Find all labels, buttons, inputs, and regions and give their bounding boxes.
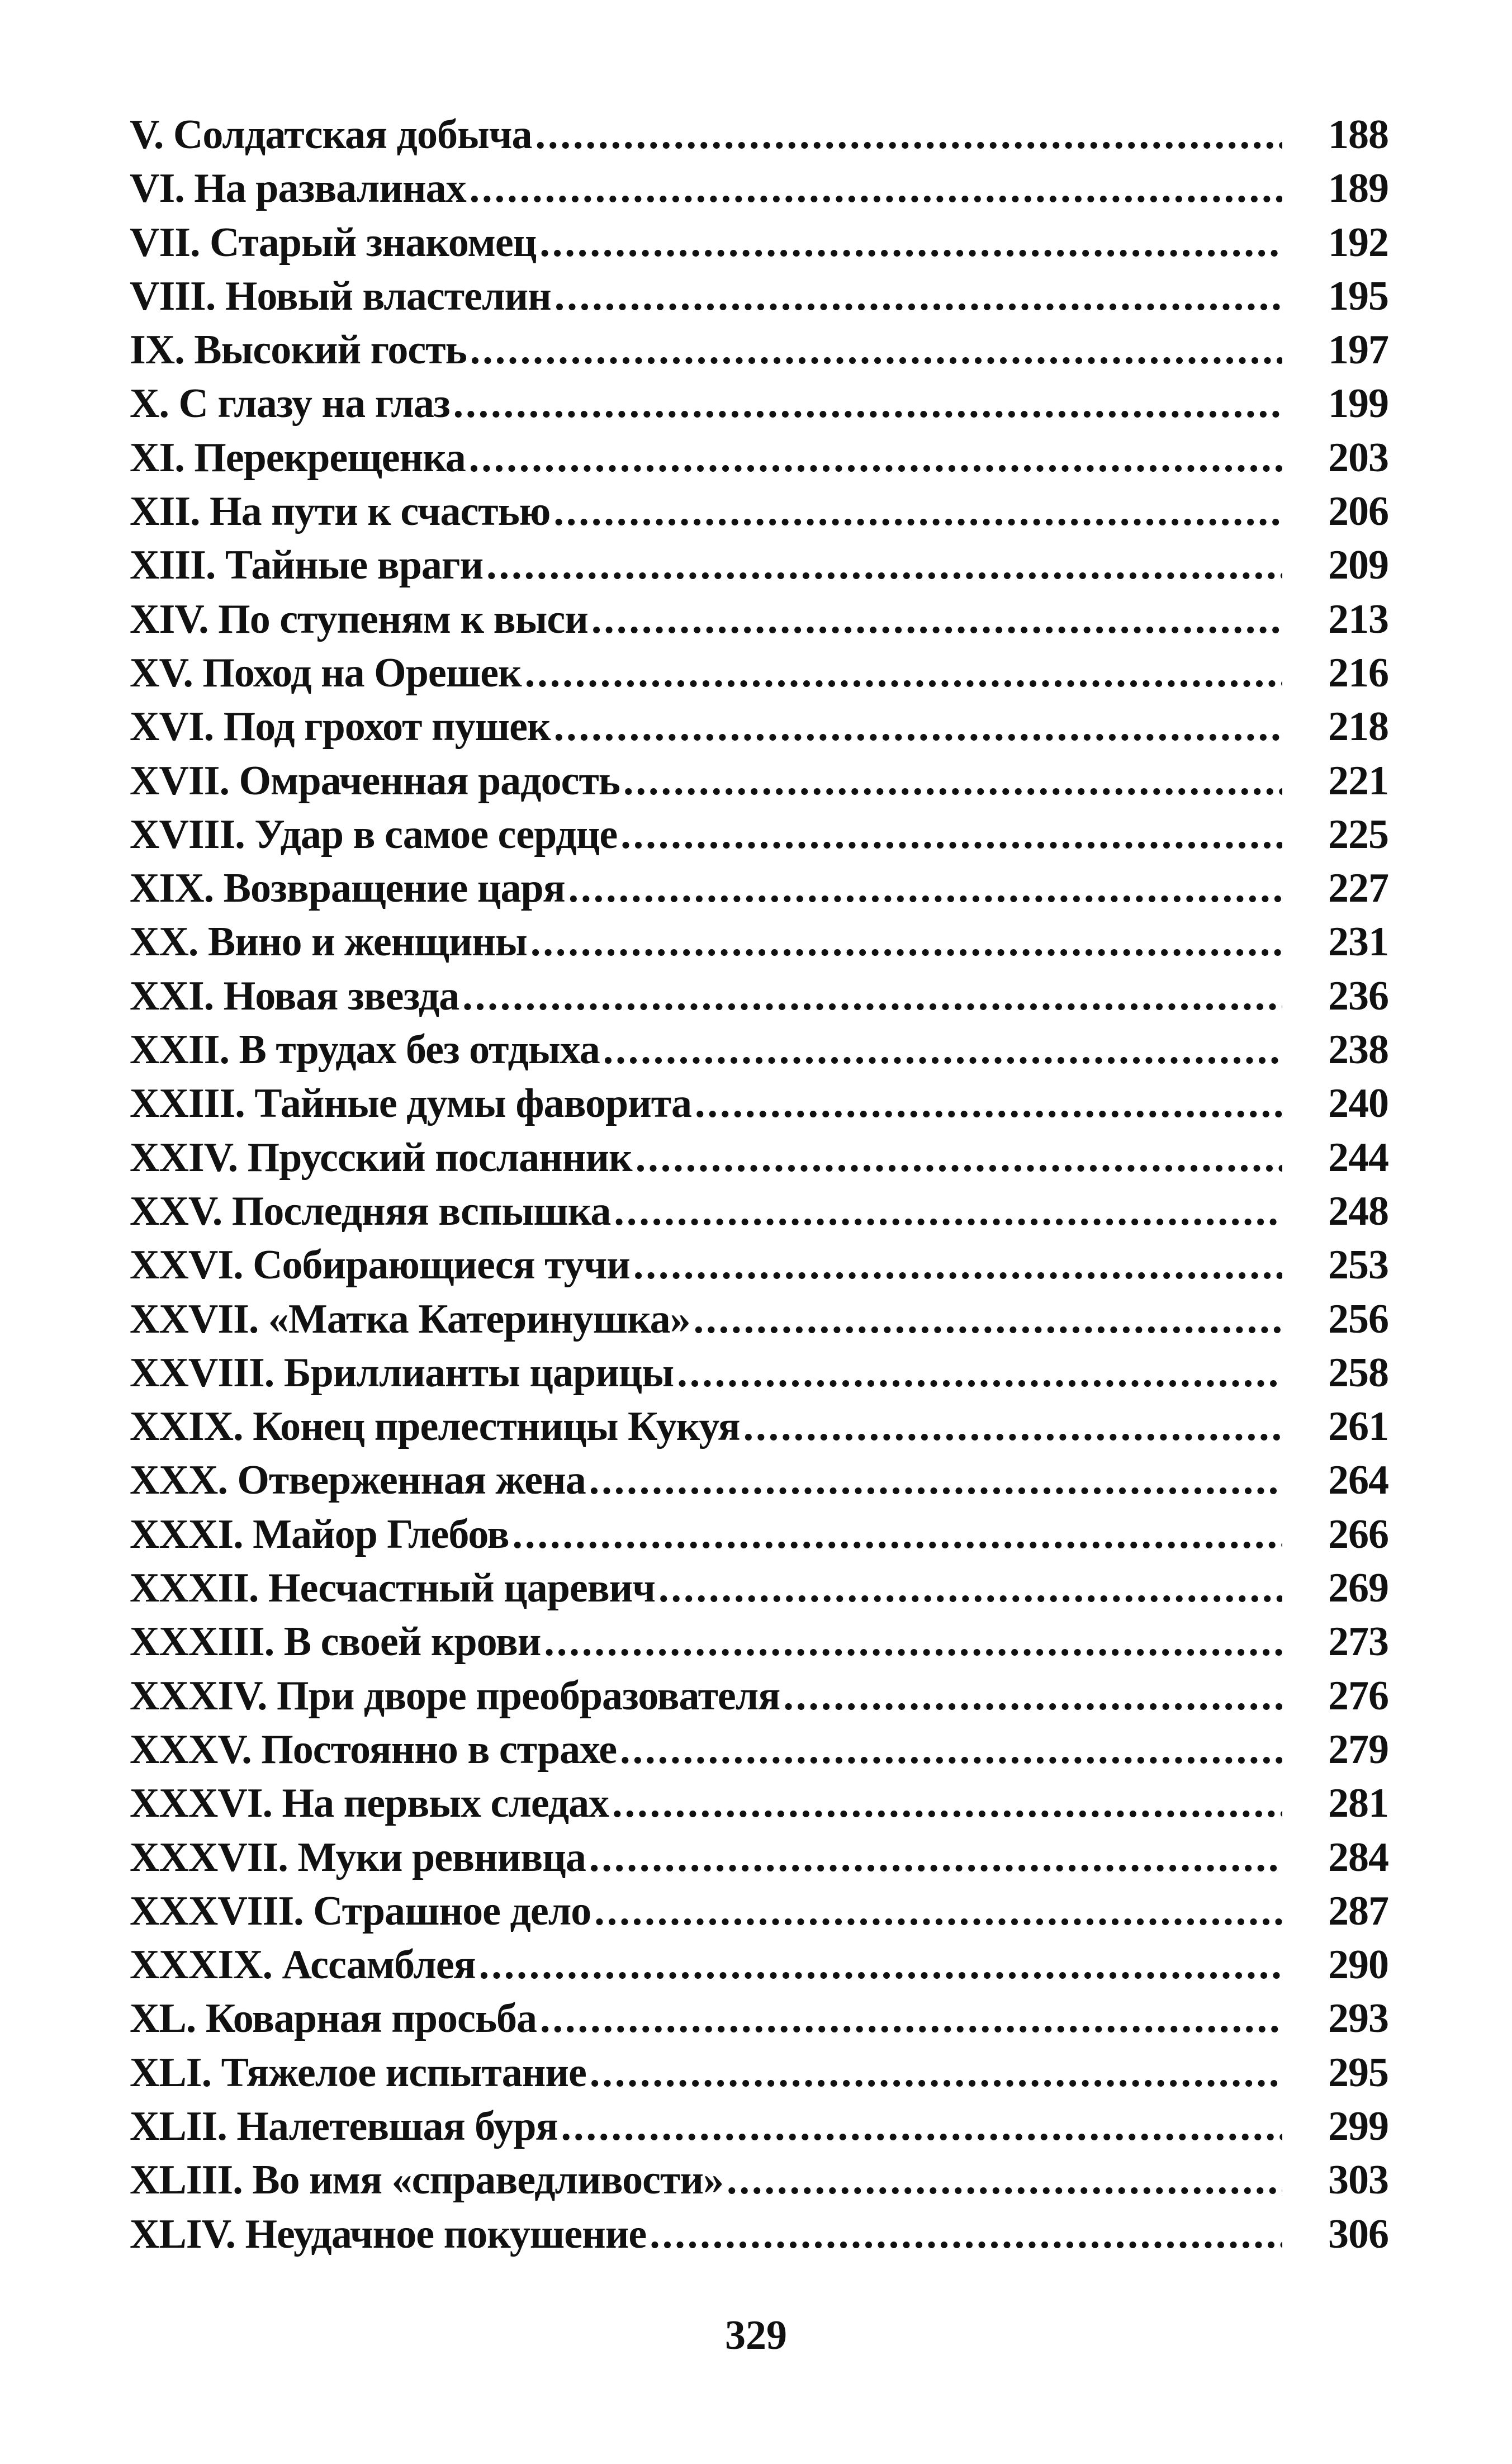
toc-leader-dots xyxy=(540,1992,1282,2045)
toc-entry-title: XV. Поход на Орешек xyxy=(130,650,522,696)
toc-entry-title: XLI. Тяжелое испытание xyxy=(130,2049,586,2096)
toc-leader-dots xyxy=(623,754,1282,808)
toc-entry xyxy=(130,593,1388,646)
toc-entry xyxy=(130,1508,1388,1561)
toc-leader-dots xyxy=(620,808,1282,861)
toc-entry-page: 213 xyxy=(1328,596,1388,642)
toc-entry-page: 236 xyxy=(1328,973,1388,1019)
toc-entry xyxy=(130,915,1388,969)
toc-entry-page: 295 xyxy=(1328,2049,1388,2096)
toc-entry xyxy=(130,538,1388,592)
toc-entry xyxy=(130,2100,1388,2153)
toc-leader-dots xyxy=(568,861,1282,915)
toc-entry-page: 238 xyxy=(1328,1027,1388,1073)
toc-entry xyxy=(130,969,1388,1023)
toc-entry xyxy=(130,646,1388,700)
table-of-contents xyxy=(130,108,1388,2261)
toc-entry xyxy=(130,700,1388,754)
toc-entry-title: XL. Коварная просьба xyxy=(130,1996,537,2042)
toc-leader-dots xyxy=(453,377,1282,430)
toc-entry-title: XXXII. Несчастный царевич xyxy=(130,1565,656,1612)
toc-leader-dots xyxy=(633,1238,1282,1292)
toc-leader-dots xyxy=(513,1508,1283,1561)
toc-entry xyxy=(130,2207,1388,2261)
toc-entry xyxy=(130,1938,1388,1992)
toc-entry-page: 261 xyxy=(1328,1404,1388,1450)
toc-entry xyxy=(130,1884,1388,1938)
toc-entry-title: X. С глазу на глаз xyxy=(130,381,450,427)
toc-entry xyxy=(130,1561,1388,1615)
toc-entry-title: XXXV. Постоянно в страхе xyxy=(130,1726,617,1773)
toc-leader-dots xyxy=(612,1776,1282,1830)
toc-entry-page: 225 xyxy=(1328,811,1388,857)
toc-entry-title: XIV. По ступеням к выси xyxy=(130,596,588,642)
toc-entry xyxy=(130,216,1388,269)
toc-leader-dots xyxy=(743,1400,1282,1453)
toc-entry-title: XLIII. Во имя «справедливости» xyxy=(130,2157,723,2204)
toc-leader-dots xyxy=(677,1346,1282,1400)
toc-entry-title: VIII. Новый властелин xyxy=(130,273,551,319)
toc-entry xyxy=(130,1292,1388,1346)
toc-entry-title: XXXI. Майор Глебов xyxy=(130,1511,509,1557)
toc-entry-title: XXV. Последняя вспышка xyxy=(130,1188,611,1234)
toc-entry-title: XI. Перекрещенка xyxy=(130,434,466,481)
toc-entry-page: 273 xyxy=(1328,1619,1388,1665)
toc-entry xyxy=(130,269,1388,323)
toc-entry-page: 199 xyxy=(1328,381,1388,427)
toc-entry-page: 276 xyxy=(1328,1672,1388,1719)
toc-entry-page: 248 xyxy=(1328,1188,1388,1234)
toc-leader-dots xyxy=(783,1669,1282,1723)
toc-leader-dots xyxy=(727,2153,1282,2207)
toc-entry xyxy=(130,1238,1388,1292)
toc-entry-page: 188 xyxy=(1328,112,1388,158)
toc-entry xyxy=(130,1346,1388,1400)
toc-leader-dots xyxy=(554,269,1282,323)
toc-entry-title: XLII. Налетевшая буря xyxy=(130,2103,558,2149)
toc-entry-page: 306 xyxy=(1328,2211,1388,2257)
toc-entry xyxy=(130,485,1388,538)
toc-entry xyxy=(130,1400,1388,1453)
toc-entry-page: 299 xyxy=(1328,2103,1388,2149)
toc-entry-page: 253 xyxy=(1328,1242,1388,1288)
toc-entry-page: 269 xyxy=(1328,1565,1388,1612)
toc-leader-dots xyxy=(594,1884,1282,1938)
toc-entry-page: 221 xyxy=(1328,757,1388,804)
toc-entry-page: 264 xyxy=(1328,1457,1388,1504)
toc-entry xyxy=(130,1776,1388,1830)
toc-leader-dots xyxy=(694,1292,1282,1346)
toc-entry-page: 281 xyxy=(1328,1780,1388,1827)
toc-entry xyxy=(130,377,1388,430)
toc-entry xyxy=(130,162,1388,215)
toc-leader-dots xyxy=(470,323,1282,377)
toc-entry-page: 195 xyxy=(1328,273,1388,319)
toc-entry xyxy=(130,1184,1388,1238)
toc-entry-title: XXIV. Прусский посланник xyxy=(130,1134,632,1181)
toc-leader-dots xyxy=(486,538,1282,592)
toc-entry-title: XVII. Омраченная радость xyxy=(130,757,620,804)
toc-leader-dots xyxy=(561,2100,1282,2153)
toc-entry xyxy=(130,431,1388,485)
toc-leader-dots xyxy=(620,1723,1282,1776)
toc-leader-dots xyxy=(469,431,1282,485)
toc-entry-title: XIII. Тайные враги xyxy=(130,542,484,589)
toc-entry xyxy=(130,1615,1388,1669)
toc-entry-title: XXII. В трудах без отдыха xyxy=(130,1027,600,1073)
toc-entry-page: 227 xyxy=(1328,865,1388,912)
toc-leader-dots xyxy=(479,1938,1282,1992)
toc-entry xyxy=(130,1131,1388,1184)
toc-entry xyxy=(130,861,1388,915)
toc-entry-page: 209 xyxy=(1328,542,1388,589)
toc-entry-page: 266 xyxy=(1328,1511,1388,1557)
toc-entry-title: XXVIII. Бриллианты царицы xyxy=(130,1349,674,1396)
toc-entry-page: 218 xyxy=(1328,704,1388,750)
toc-leader-dots xyxy=(636,1131,1282,1184)
toc-entry-page: 290 xyxy=(1328,1942,1388,1988)
toc-entry-title: XXVII. «Матка Катеринушка» xyxy=(130,1296,690,1342)
toc-entry-page: 192 xyxy=(1328,219,1388,266)
toc-entry-title: IX. Высокий гость xyxy=(130,327,467,373)
toc-entry-title: XII. На пути к счастью xyxy=(130,489,551,535)
toc-entry-page: 231 xyxy=(1328,919,1388,965)
toc-entry-title: XXXVI. На первых следах xyxy=(130,1780,609,1827)
toc-entry-title: XXXIII. В своей крови xyxy=(130,1619,541,1665)
toc-leader-dots xyxy=(614,1184,1282,1238)
toc-entry-title: VII. Старый знакомец xyxy=(130,219,537,266)
toc-leader-dots xyxy=(535,108,1283,162)
toc-entry-page: 256 xyxy=(1328,1296,1388,1342)
toc-leader-dots xyxy=(658,1561,1282,1615)
toc-entry-title: XLIV. Неудачное покушение xyxy=(130,2211,647,2257)
toc-entry-page: 284 xyxy=(1328,1834,1388,1880)
toc-entry-page: 279 xyxy=(1328,1726,1388,1773)
toc-entry-title: XXXIX. Ассамблея xyxy=(130,1942,476,1988)
toc-leader-dots xyxy=(525,646,1282,700)
toc-entry xyxy=(130,1723,1388,1776)
toc-entry-title: XVI. Под грохот пушек xyxy=(130,704,551,750)
toc-entry-page: 216 xyxy=(1328,650,1388,696)
toc-leader-dots xyxy=(650,2207,1282,2261)
toc-entry-title: XXVI. Собирающиеся тучи xyxy=(130,1242,630,1288)
toc-entry-title: XXXVIII. Страшное дело xyxy=(130,1888,591,1934)
toc-leader-dots xyxy=(462,969,1282,1023)
toc-entry-title: XXIX. Конец прелестницы Кукуя xyxy=(130,1404,740,1450)
toc-entry-page: 303 xyxy=(1328,2157,1388,2204)
toc-entry xyxy=(130,323,1388,377)
toc-leader-dots xyxy=(554,700,1282,754)
toc-entry xyxy=(130,1077,1388,1130)
toc-entry-page: 287 xyxy=(1328,1888,1388,1934)
page-number: 329 xyxy=(725,2313,787,2358)
toc-entry xyxy=(130,1992,1388,2045)
toc-entry-page: 240 xyxy=(1328,1081,1388,1127)
toc-entry-title: V. Солдатская добыча xyxy=(130,112,532,158)
toc-entry-page: 258 xyxy=(1328,1349,1388,1396)
toc-leader-dots xyxy=(470,162,1282,215)
toc-leader-dots xyxy=(589,1453,1282,1507)
toc-entry xyxy=(130,1453,1388,1507)
toc-leader-dots xyxy=(590,2046,1282,2100)
toc-leader-dots xyxy=(589,1831,1282,1884)
toc-entry xyxy=(130,754,1388,808)
toc-leader-dots xyxy=(544,1615,1282,1669)
toc-entry-page: 189 xyxy=(1328,165,1388,212)
toc-entry xyxy=(130,808,1388,861)
toc-leader-dots xyxy=(530,915,1282,969)
toc-entry-title: XXIII. Тайные думы фаворита xyxy=(130,1081,692,1127)
toc-entry xyxy=(130,1669,1388,1723)
toc-entry-page: 206 xyxy=(1328,489,1388,535)
toc-leader-dots xyxy=(553,485,1282,538)
toc-entry-title: VI. На развалинах xyxy=(130,165,466,212)
toc-entry xyxy=(130,1831,1388,1884)
toc-leader-dots xyxy=(603,1023,1282,1077)
toc-entry xyxy=(130,1023,1388,1077)
toc-entry-title: XVIII. Удар в самое сердце xyxy=(130,811,618,857)
toc-leader-dots xyxy=(539,216,1282,269)
toc-leader-dots xyxy=(695,1077,1282,1130)
toc-entry xyxy=(130,2046,1388,2100)
toc-entry-page: 197 xyxy=(1328,327,1388,373)
toc-entry-page: 203 xyxy=(1328,434,1388,481)
toc-entry-title: XXXIV. При дворе преобразователя xyxy=(130,1672,780,1719)
toc-entry-page: 244 xyxy=(1328,1134,1388,1181)
toc-leader-dots xyxy=(591,593,1282,646)
toc-entry-title: XX. Вино и женщины xyxy=(130,919,527,965)
toc-entry-title: XXI. Новая звезда xyxy=(130,973,459,1019)
toc-entry-title: XXX. Отверженная жена xyxy=(130,1457,586,1504)
toc-entry-title: XXXVII. Муки ревнивца xyxy=(130,1834,586,1880)
toc-entry xyxy=(130,2153,1388,2207)
toc-entry-title: XIX. Возвращение царя xyxy=(130,865,565,912)
toc-entry xyxy=(130,108,1388,162)
toc-entry-page: 293 xyxy=(1328,1996,1388,2042)
